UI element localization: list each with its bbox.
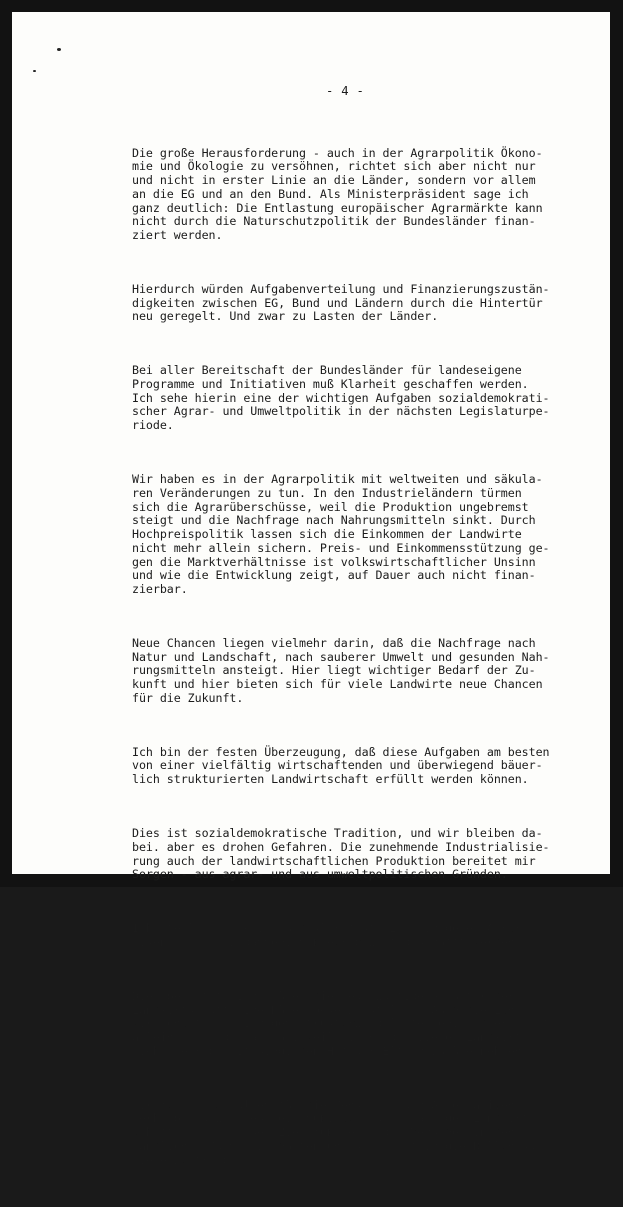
paragraph: Ich stelle hier klipp und klar fest: Ich bin gegen Agrarfab- riken. Sie einzudämmen, muß europaweit geschafft werden. xyxy=(132,921,550,949)
paragraph: Bei aller Bereitschaft der Bundesländer für landeseigene Programme und Initiativen muß Klarheit geschaffen werden. Ich sehe hierin eine der wichtigen Aufgaben sozialdemokrati- scher Agrar- und Umweltpolitik in der nächsten Legislaturpe- riode. xyxy=(132,363,550,433)
paragraph: Dies ist sozialdemokratische Tradition, und wir bleiben da- bei. aber es drohen Gefahren. Die zunehmende Industrialisie- rung auch der landwirtschaftlichen Produktion bereitet mir Sorgen - aus agrar- und aus umweltpolitischen Gründen. xyxy=(132,826,550,882)
paragraph: Hierdurch würden Aufgabenverteilung und Finanzierungszustän- digkeiten zwischen EG, Bund und Ländern durch die Hintertür neu geregelt. Und zwar zu Lasten der Länder. xyxy=(132,281,550,324)
scan-speck xyxy=(57,48,61,51)
paragraph: Die große Herausforderung - auch in der Agrarpolitik Ökono- mie und Ökologie zu versöhnen, richtet sich aber nicht nur und nicht in erster Linie an die Länder, sondern vor allem an die EG und an den Bund. Als Ministerpräsident sage ich ganz deutlich: Die Entlastung europäischer Agrarmärkte kann nicht durch die Naturschutzpolitik der Bundesländer finan- ziert werden. xyxy=(132,145,543,242)
paragraph: Neue Chancen liegen vielmehr darin, daß die Nachfrage nach Natur und Landschaft, nach sauberer Umwelt und gesunden Nah- rungsmitteln ansteigt. Hier liegt wichtiger Bedarf der Zu- kunft und hier bieten sich für viele Landwirte neue Chancen für die Zukunft. xyxy=(132,635,550,705)
document-page xyxy=(12,12,610,1167)
paragraph: Wir müssen vor allem für die Menschen nach Alternativen in- nerhalb und wenn es sein muß, auch außerhalb der Landwirt- schaft suchen. Unser Ziel muß sein, die Menschen in den ländlichen Räumen zu halten und sie nicht in die Ballungsge- biete zu treiben. xyxy=(132,1097,550,1167)
scan-speck xyxy=(33,70,36,72)
paragraph: Wir haben es in der Agrarpolitik mit weltweiten und säkula- ren Veränderungen zu tun. In den Industrieländern türmen sich die Agrarüberschüsse, weil die Produktion ungebremst steigt und die Nachfrage nach Nahrungsmitteln sinkt. Durch Hochpreispolitik lassen sich die Einkommen der Landwirte nicht mehr allein sichern. Preis- und Einkommensstützung ge- gen die Marktverhältnisse ist volkswirtschaftlicher Unsinn und wie die Entwicklung zeigt, auf Dauer auch nicht finan- zierbar. xyxy=(132,472,550,597)
paragraph: Dies bedeutet nicht, über die gegenwärtige Struktur der Landwirtschaft eine Käseglocke zu stülpen. Auch die Land- wirtschaft muß sich dem Strukturwandel stellen, und er läuft allein schon deshalb ab, weil die Kinder vieler Landwirte nicht mehr bereit sind, den Hof der Eltern zu übernehmen. xyxy=(132,988,550,1058)
paragraph: Ich bin der festen Überzeugung, daß diese Aufgaben am besten von einer vielfältig wirtschaftenden und überwiegend bäuer- lich strukturierten Landwirtschaft erfüllt werden können. xyxy=(132,744,550,787)
page-number: - 4 - xyxy=(326,84,365,98)
body-text xyxy=(132,119,572,1207)
